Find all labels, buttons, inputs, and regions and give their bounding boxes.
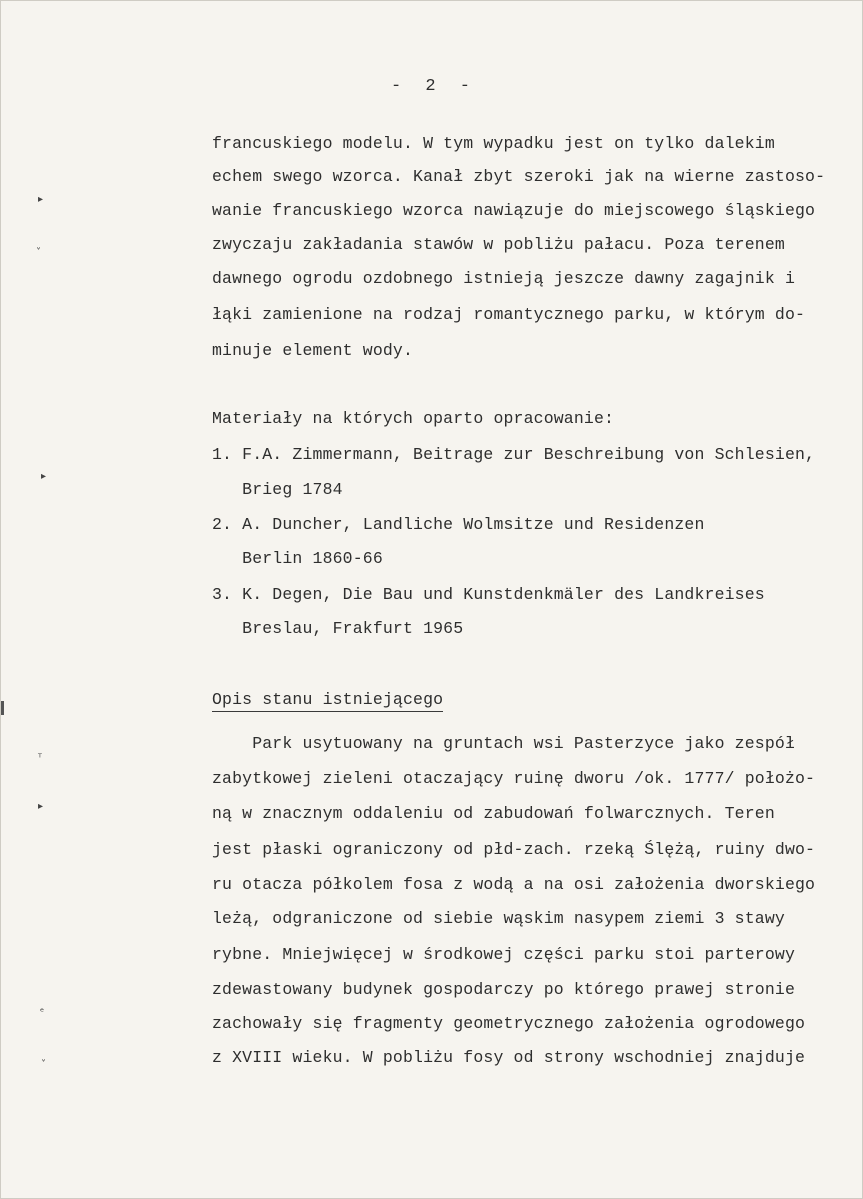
bibliography-entry: Berlin 1860-66 — [212, 549, 383, 568]
paragraph-line: łąki zamienione na rodzaj romantycznego parku, w którym do- — [212, 305, 806, 324]
paragraph-line: rybne. Mniejwięcej w środkowej części parku stoi parterowy — [212, 945, 795, 964]
margin-mark: ▸ — [38, 194, 44, 205]
bibliography-entry: 1. F.A. Zimmermann, Beitrage zur Beschreibung von Schlesien, — [212, 445, 816, 464]
paragraph-line: zachowały się fragmenty geometrycznego założenia ogrodowego — [212, 1014, 806, 1033]
bibliography-entry: 2. A. Duncher, Landliche Wolmsitze und Residenzen — [212, 515, 705, 534]
paragraph-line: zabytkowej zieleni otaczający ruinę dworu /ok. 1777/ położo- — [212, 769, 816, 788]
bibliography-entry: Breslau, Frakfurt 1965 — [212, 619, 464, 638]
materials-heading: Materiały na których oparto opracowanie: — [212, 409, 615, 428]
paragraph-line: Park usytuowany na gruntach wsi Pasterzyce jako zespół — [212, 734, 795, 753]
margin-mark: ᵀ — [38, 753, 42, 764]
margin-mark: ᵉ — [40, 1007, 45, 1018]
paragraph-line: leżą, odgraniczone od siebie wąskim nasypem ziemi 3 stawy — [212, 909, 785, 928]
paragraph-line: zdewastowany budynek gospodarczy po którego prawej stronie — [212, 980, 795, 999]
section-heading: Opis stanu istniejącego — [212, 690, 443, 712]
bibliography-entry: 3. K. Degen, Die Bau und Kunstdenkmäler des Landkreises — [212, 585, 765, 604]
page-number: - 2 - — [390, 77, 470, 96]
margin-mark: ▸ — [38, 801, 44, 812]
margin-mark: ˅ — [36, 247, 41, 258]
paragraph-line: ru otacza półkolem fosa z wodą a na osi założenia dworskiego — [212, 875, 816, 894]
paragraph-line: z XVIII wieku. W pobliżu fosy od strony wschodniej znajduje — [212, 1048, 806, 1067]
paragraph-line: wanie francuskiego wzorca nawiązuje do miejscowego śląskiego — [212, 201, 816, 220]
paragraph-line: zwyczaju zakładania stawów w pobliżu pałacu. Poza terenem — [212, 235, 785, 254]
paragraph-line: ną w znacznym oddaleniu od zabudowań folwarcznych. Teren — [212, 804, 775, 823]
margin-mark: ▸ — [41, 471, 47, 482]
bibliography-entry: Brieg 1784 — [212, 480, 343, 499]
paragraph-line: minuje element wody. — [212, 341, 414, 360]
fold-mark — [1, 701, 4, 715]
paragraph-line: echem swego wzorca. Kanał zbyt szeroki jak na wierne zastoso- — [212, 167, 826, 186]
margin-mark: ˅ — [41, 1059, 46, 1070]
paragraph-line: jest płaski ograniczony od płd-zach. rzeką Ślężą, ruiny dwo- — [212, 840, 816, 859]
paragraph-line: dawnego ogrodu ozdobnego istnieją jeszcze dawny zagajnik i — [212, 269, 795, 288]
paragraph-line: francuskiego modelu. W tym wypadku jest on tylko dalekim — [212, 134, 775, 153]
